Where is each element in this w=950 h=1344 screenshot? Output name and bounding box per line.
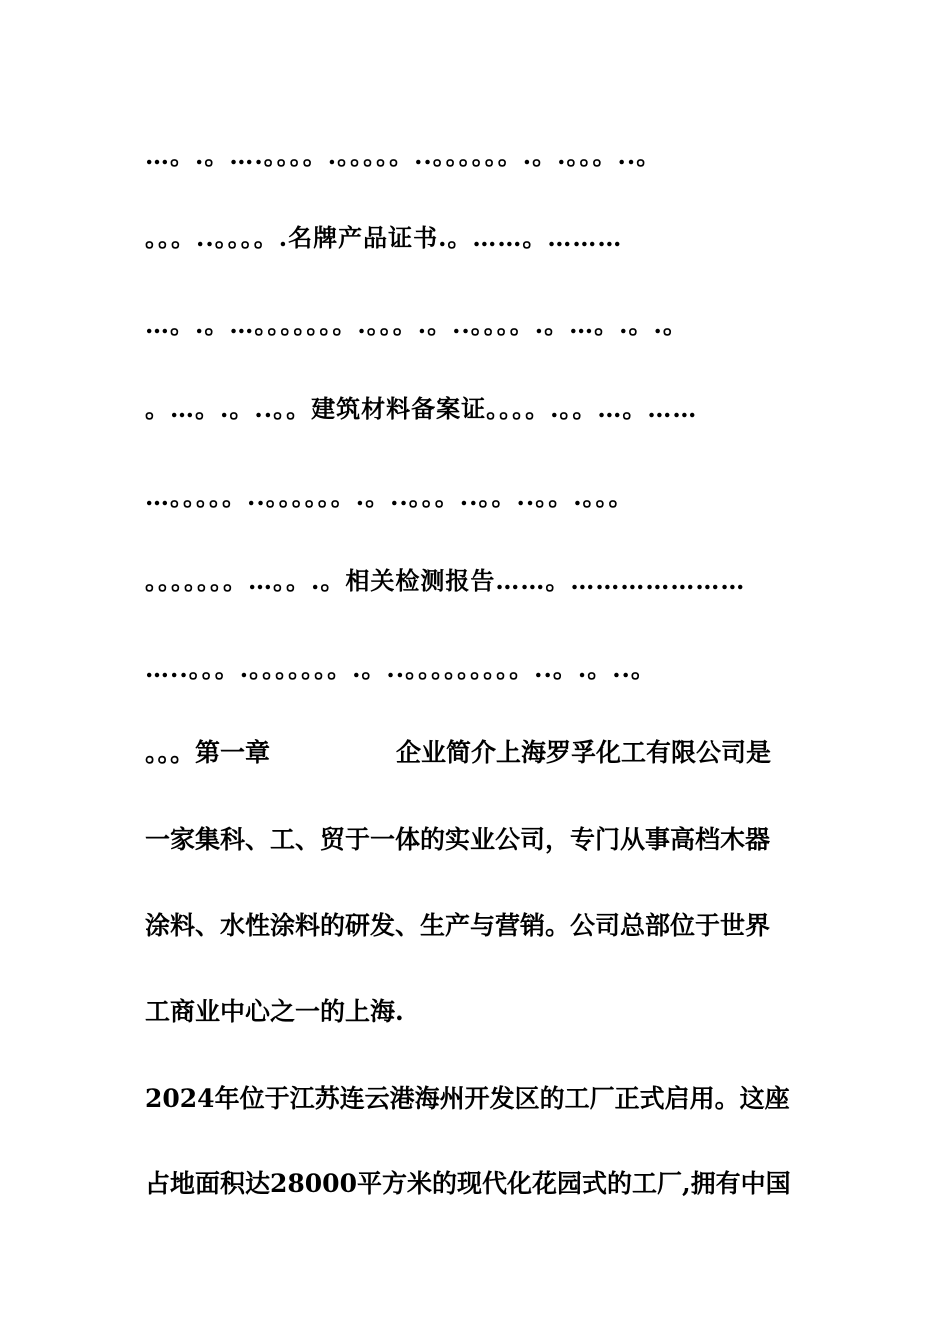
- paragraph-line: 涂料、水性涂料的研发、生产与营销。公司总部位于世界: [145, 911, 771, 940]
- chapter-title: 。。。第一章: [145, 738, 271, 767]
- toc-line: …..。。。.。。。。。。。.。..。。。。。。。。。..。.。..。: [145, 654, 656, 683]
- toc-entry-building-material-record: 。…。.。..。。建筑材料备案证。。。。.。。…。……: [145, 394, 698, 423]
- toc-line: …。.。…。。。。。。。.。。。.。..。。。。.。…。.。.。: [145, 310, 688, 339]
- toc-entry-brand-certificate: 。。。..。。。。.名牌产品证书.。……。………: [145, 223, 623, 252]
- paragraph-line: 工商业中心之一的上海.: [145, 997, 404, 1026]
- paragraph-line: 一家集科、工、贸于一体的实业公司，专门从事高档木器: [145, 825, 771, 854]
- paragraph-line: 占地面积达28000平方米的现代化花园式的工厂,拥有中国: [145, 1169, 791, 1198]
- paragraph-line: 2024年位于江苏连云港海州开发区的工厂正式启用。这座: [145, 1084, 790, 1113]
- toc-entry-test-reports: 。。。。。。。…。。.。相关检测报告……。…………………: [145, 566, 746, 595]
- toc-line: …。.。….。。。。.。。。。。..。。。。。。.。.。。。..。: [145, 141, 662, 170]
- chapter-heading-line: [145, 733, 807, 773]
- chapter-heading-start: 企业简介上海罗孚化工有限公司是: [396, 738, 772, 767]
- toc-line: …。。。。。..。。。。。。.。..。。。..。。..。。.。。。: [145, 482, 634, 511]
